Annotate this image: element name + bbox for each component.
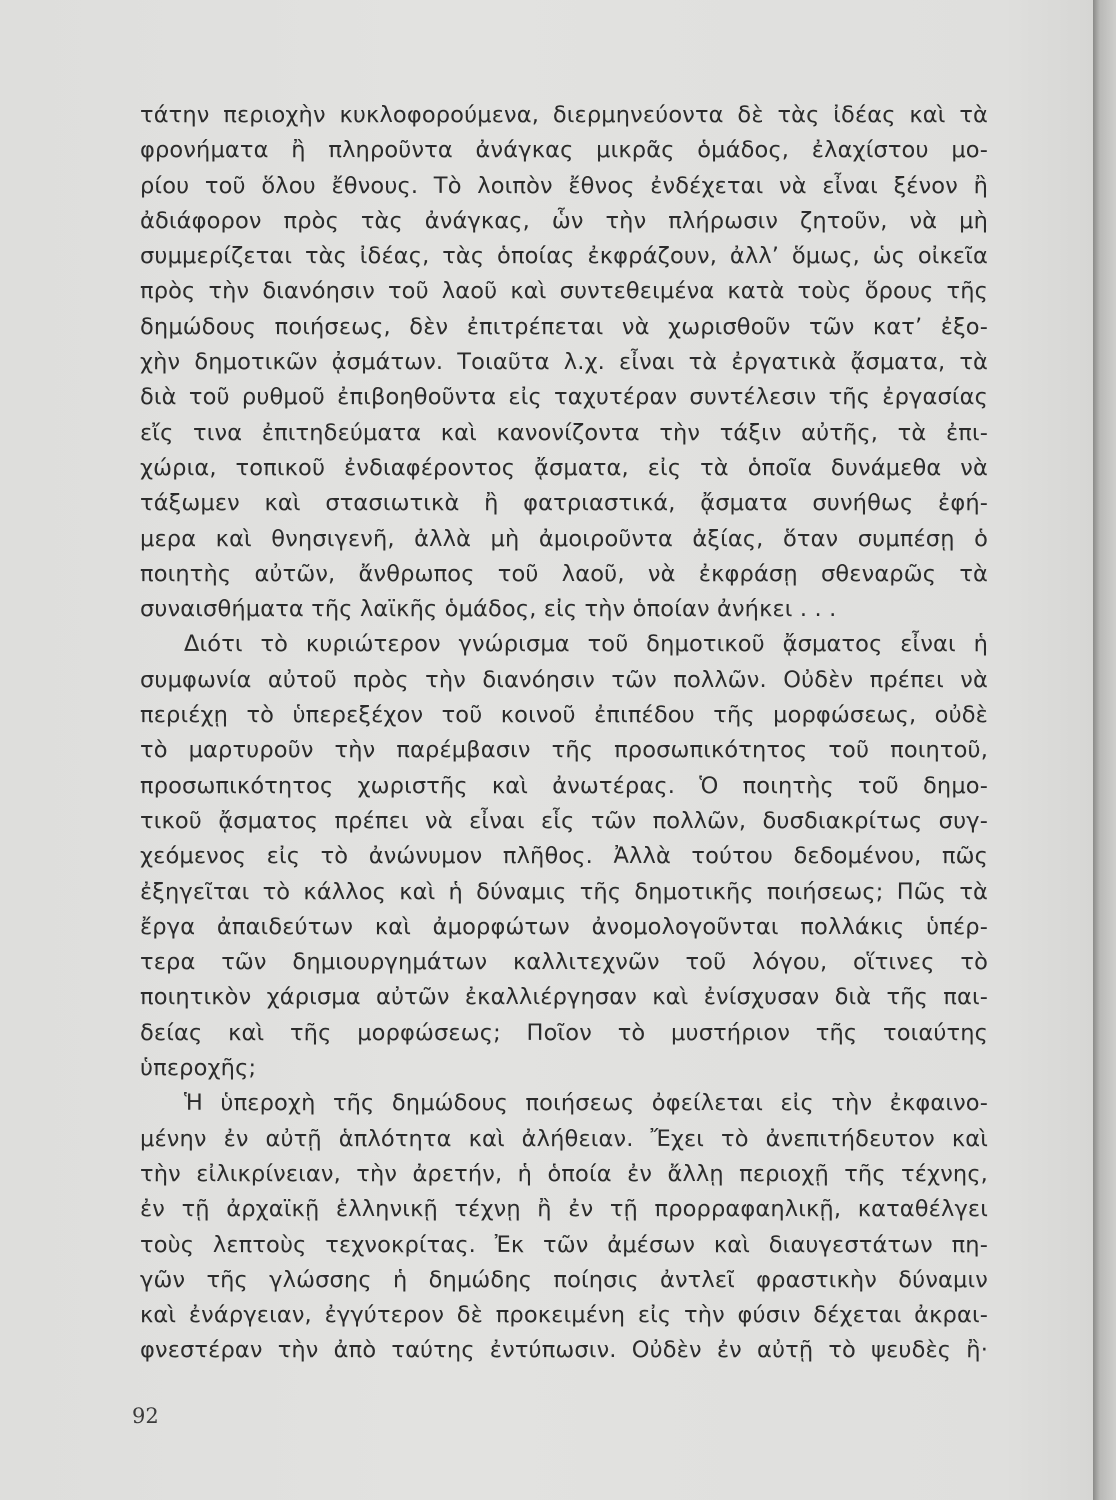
- text-line: τὸ μαρτυροῦν τὴν παρέμβασιν τῆς προσωπικότητος τοῦ ποιητοῦ,: [140, 737, 988, 764]
- text-line: συναισθήματα τῆς λαϊκῆς ὁμάδος, εἰς τὴν ὁποίαν ἀνήκει . . .: [140, 596, 837, 623]
- text-line: μένην ἐν αὐτῇ ἁπλότητα καὶ ἀλήθειαν. Ἔχει τὸ ἀνεπιτήδευτον καὶ: [140, 1125, 988, 1152]
- text-line: τικοῦ ᾄσματος πρέπει νὰ εἶναι εἷς τῶν πολλῶν, δυσδιακρίτως συγ-: [140, 807, 988, 834]
- text-line: ἐν τῇ ἀρχαϊκῇ ἑλληνικῇ τέχνῃ ἢ ἐν τῇ προρραφαηλικῇ, καταθέλγει: [140, 1196, 988, 1223]
- text-line: ἔργα ἀπαιδεύτων καὶ ἀμορφώτων ἀνομολογοῦνται πολλάκις ὑπέρ-: [140, 913, 988, 940]
- book-gutter-shadow: [1093, 0, 1116, 1500]
- text-line: ὑπεροχῆς;: [140, 1055, 257, 1082]
- text-line: ρίου τοῦ ὅλου ἔθνους. Τὸ λοιπὸν ἔθνος ἐνδέχεται νὰ εἶναι ξένον ἢ: [140, 172, 988, 199]
- text-line: μερα καὶ θνησιγενῆ, ἀλλὰ μὴ ἀμοιροῦντα ἀξίας, ὅταν συμπέσῃ ὁ: [140, 525, 988, 552]
- text-line: συμμερίζεται τὰς ἰδέας, τὰς ὁποίας ἐκφράζουν, ἀλλ’ ὅμως, ὡς οἰκεῖα: [140, 243, 988, 270]
- text-line: τάξωμεν καὶ στασιωτικὰ ἢ φατριαστικά, ᾄσματα συνήθως ἐφή-: [140, 490, 988, 517]
- paragraph-start-line: Ἡ ὑπεροχὴ τῆς δημώδους ποιήσεως ὀφείλεται εἰς τὴν ἐκφαινο-: [184, 1090, 988, 1117]
- text-line: ποιητικὸν χάρισμα αὐτῶν ἐκαλλιέργησαν καὶ ἐνίσχυσαν διὰ τῆς παι-: [140, 984, 988, 1011]
- text-line: δείας καὶ τῆς μορφώσεως; Ποῖον τὸ μυστήριον τῆς τοιαύτης: [140, 1019, 988, 1046]
- text-line: φρονήματα ἢ πληροῦντα ἀνάγκας μικρᾶς ὁμάδος, ἐλαχίστου μο-: [140, 137, 988, 164]
- text-line: γῶν τῆς γλώσσης ἡ δημώδης ποίησις ἀντλεῖ φραστικὴν δύναμιν: [140, 1266, 988, 1293]
- text-line: τὴν εἰλικρίνειαν, τὴν ἀρετήν, ἡ ὁποία ἐν ἄλλῃ περιοχῇ τῆς τέχνης,: [140, 1160, 988, 1187]
- text-line: τοὺς λεπτοὺς τεχνοκρίτας. Ἐκ τῶν ἀμέσων καὶ διαυγεστάτων πη-: [140, 1231, 988, 1258]
- text-line: φνεστέραν τὴν ἀπὸ ταύτης ἐντύπωσιν. Οὐδὲν ἐν αὐτῇ τὸ ψευδὲς ἢ·: [140, 1337, 988, 1364]
- text-line: ἀδιάφορον πρὸς τὰς ἀνάγκας, ὧν τὴν πλήρωσιν ζητοῦν, νὰ μὴ: [140, 207, 988, 234]
- text-line: χώρια, τοπικοῦ ἐνδιαφέροντος ᾄσματα, εἰς τὰ ὁποῖα δυνάμεθα νὰ: [140, 454, 988, 481]
- text-line: διὰ τοῦ ρυθμοῦ ἐπιβοηθοῦντα εἰς ταχυτέραν συντέλεσιν τῆς ἐργασίας: [140, 384, 988, 411]
- body-text: [140, 98, 988, 1369]
- text-line: ποιητὴς αὐτῶν, ἄνθρωπος τοῦ λαοῦ, νὰ ἐκφράσῃ σθεναρῶς τὰ: [140, 560, 988, 587]
- page-number: 92: [132, 1404, 159, 1428]
- text-line: χεόμενος εἰς τὸ ἀνώνυμον πλῆθος. Ἀλλὰ τούτου δεδομένου, πῶς: [140, 843, 988, 870]
- text-line: συμφωνία αὐτοῦ πρὸς τὴν διανόησιν τῶν πολλῶν. Οὐδὲν πρέπει νὰ: [140, 666, 988, 693]
- text-line: εἴς τινα ἐπιτηδεύματα καὶ κανονίζοντα τὴν τάξιν αὐτῆς, τὰ ἐπι-: [140, 419, 988, 446]
- text-line: πρὸς τὴν διανόησιν τοῦ λαοῦ καὶ συντεθειμένα κατὰ τοὺς ὅρους τῆς: [140, 278, 988, 305]
- text-line: χὴν δημοτικῶν ᾀσμάτων. Τοιαῦτα λ.χ. εἶναι τὰ ἐργατικὰ ᾄσματα, τὰ: [140, 349, 988, 376]
- text-line: περιέχῃ τὸ ὑπερεξέχον τοῦ κοινοῦ ἐπιπέδου τῆς μορφώσεως, οὐδὲ: [140, 702, 988, 729]
- text-line: προσωπικότητος χωριστῆς καὶ ἀνωτέρας. Ὁ ποιητὴς τοῦ δημο-: [140, 772, 988, 799]
- text-line: τάτην περιοχὴν κυκλοφορούμενα, διερμηνεύοντα δὲ τὰς ἰδέας καὶ τὰ: [140, 102, 988, 128]
- text-line: ἐξηγεῖται τὸ κάλλος καὶ ἡ δύναμις τῆς δημοτικῆς ποιήσεως; Πῶς τὰ: [140, 878, 988, 905]
- paragraph-start-line: Διότι τὸ κυριώτερον γνώρισμα τοῦ δημοτικοῦ ᾄσματος εἶναι ἡ: [184, 631, 988, 658]
- text-line: καὶ ἐνάργειαν, ἐγγύτερον δὲ προκειμένη εἰς τὴν φύσιν δέχεται ἀκραι-: [140, 1302, 988, 1329]
- text-line: τερα τῶν δημιουργημάτων καλλιτεχνῶν τοῦ λόγου, οἵτινες τὸ: [140, 949, 988, 976]
- text-line: δημώδους ποιήσεως, δὲν ἐπιτρέπεται νὰ χωρισθοῦν τῶν κατ’ ἐξο-: [140, 313, 988, 340]
